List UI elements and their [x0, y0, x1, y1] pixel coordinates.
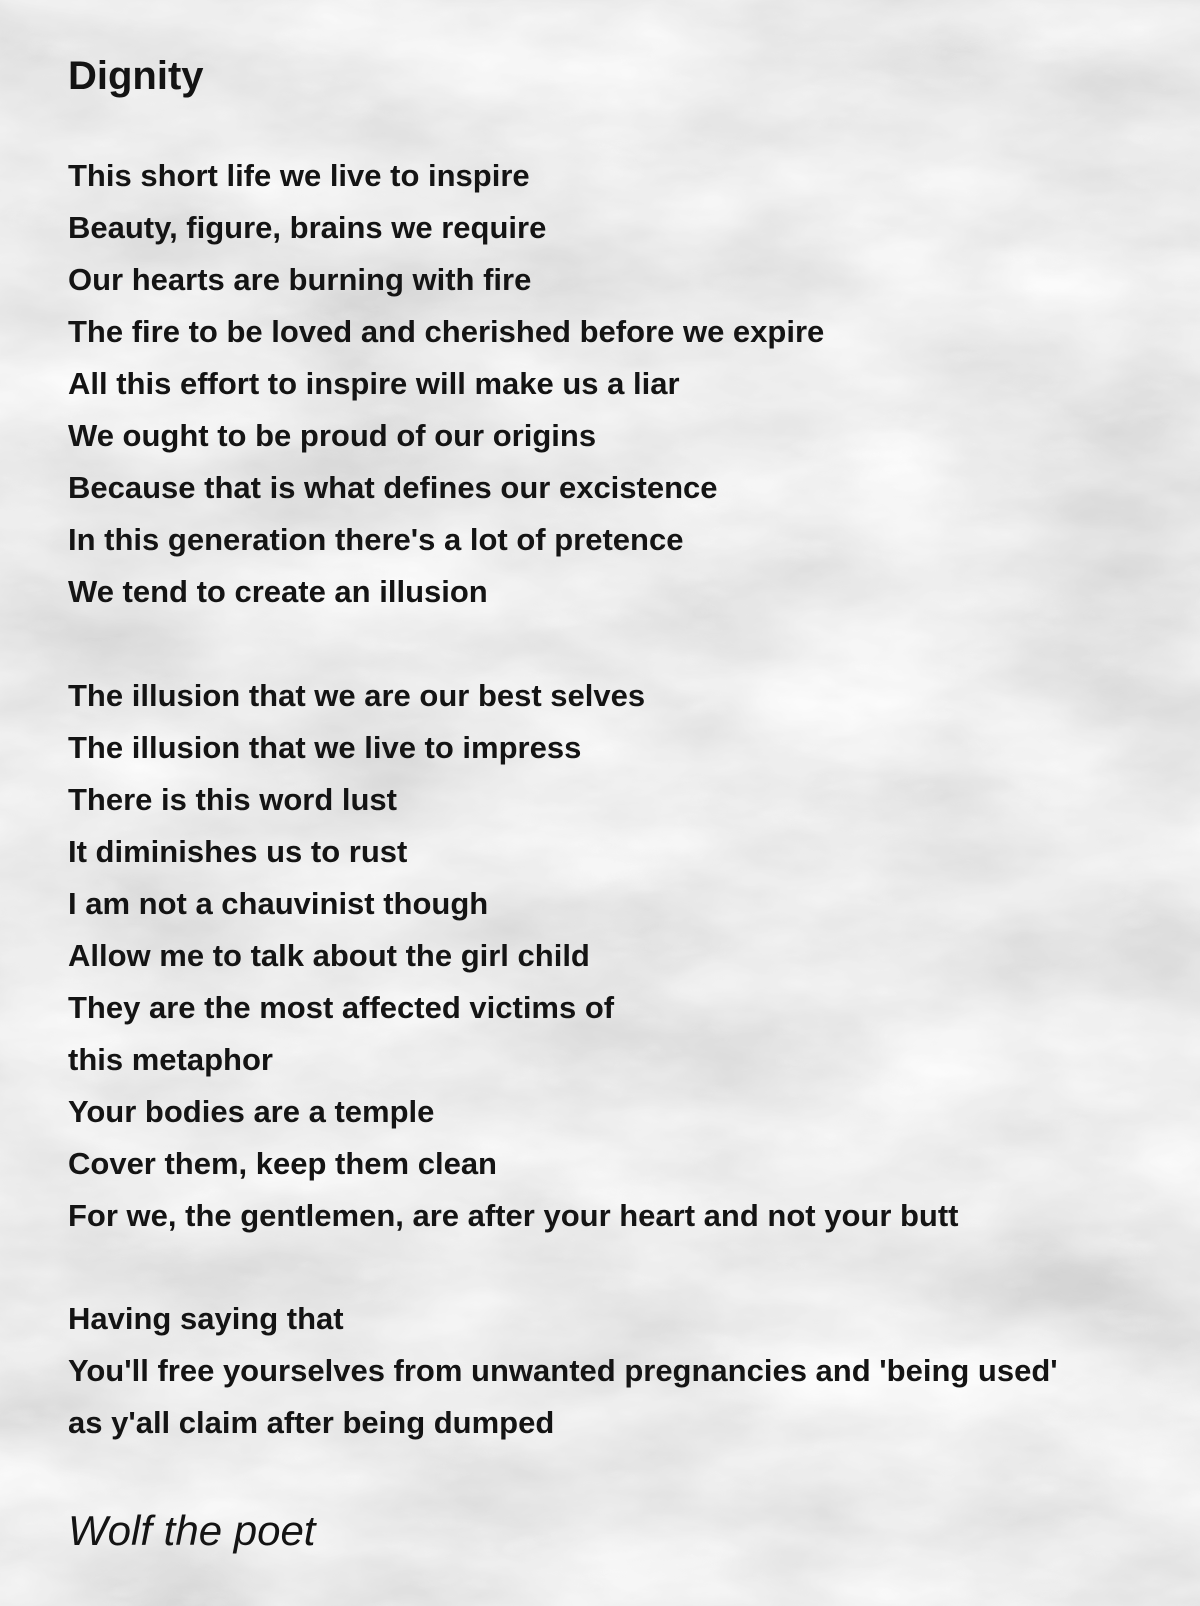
poem-line: Your bodies are a temple: [68, 1094, 435, 1129]
stanza-3: [68, 1293, 1058, 1449]
poem-line: We ought to be proud of our origins: [68, 418, 597, 453]
poem-line: I am not a chauvinist though: [68, 886, 489, 921]
poem-line: this metaphor: [68, 1042, 273, 1077]
poem-line: We tend to create an illusion: [68, 574, 488, 609]
poem-line: All this effort to inspire will make us a liar: [68, 366, 680, 401]
poem-line: Having saying that: [68, 1301, 344, 1336]
poem-line: The illusion that we live to impress: [68, 730, 582, 765]
poem-line: There is this word lust: [68, 782, 397, 817]
poem-line: Because that is what defines our excistence: [68, 470, 718, 505]
poem-line: The illusion that we are our best selves: [68, 678, 646, 713]
poem-line: Cover them, keep them clean: [68, 1146, 497, 1181]
poem-line: Our hearts are burning with fire: [68, 262, 532, 297]
poem-line: You'll free yourselves from unwanted pregnancies and 'being used': [68, 1353, 1058, 1388]
stanza-1: [68, 150, 824, 618]
poem-line: Allow me to talk about the girl child: [68, 938, 590, 973]
poem-line: For we, the gentlemen, are after your heart and not your butt: [68, 1198, 959, 1233]
poem-author: Wolf the poet: [68, 1507, 316, 1554]
poem-line: The fire to be loved and cherished before we expire: [68, 314, 825, 349]
poem-line: This short life we live to inspire: [68, 158, 530, 193]
stanza-2: [68, 670, 959, 1242]
poem-line: Beauty, figure, brains we require: [68, 210, 547, 245]
poem-line: They are the most affected victims of: [68, 990, 615, 1025]
poem-line: It diminishes us to rust: [68, 834, 408, 869]
poem-line: as y'all claim after being dumped: [68, 1405, 555, 1440]
poem-title: Dignity: [68, 54, 204, 98]
poem-line: In this generation there's a lot of pretence: [68, 522, 684, 557]
